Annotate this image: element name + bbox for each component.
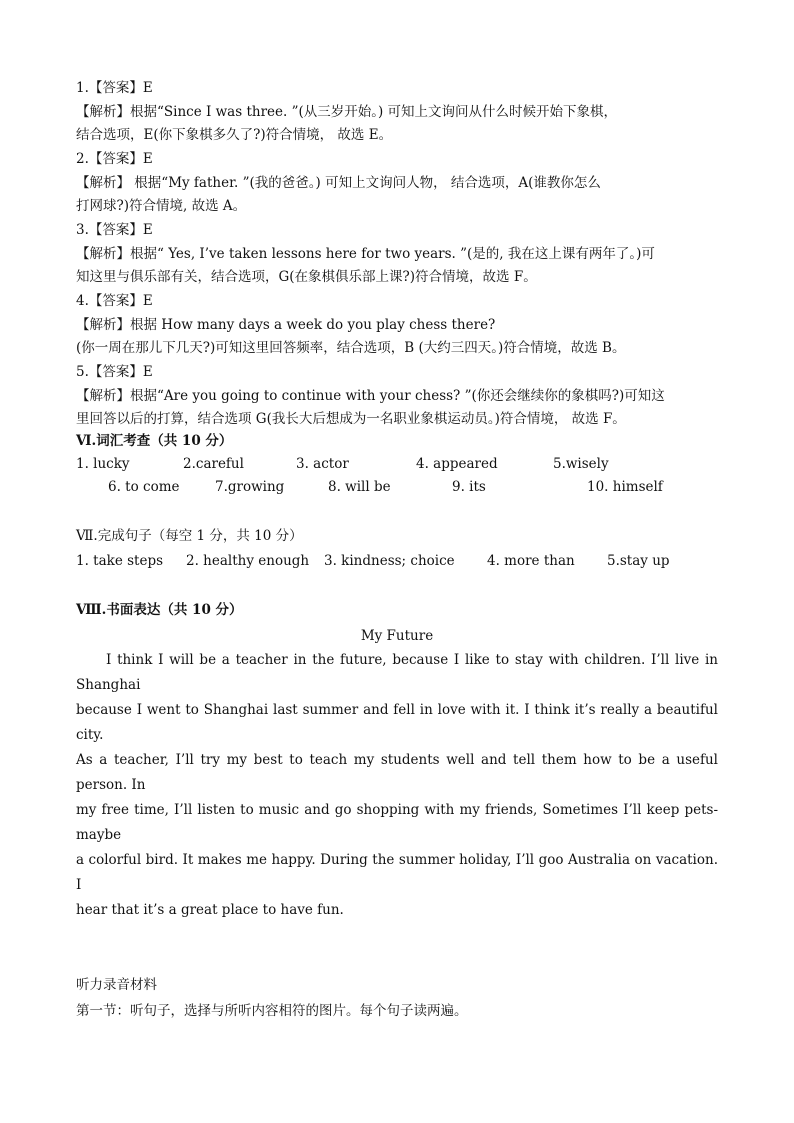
essay-title: My Future (360, 628, 434, 644)
vocab-item: 6. to come (108, 479, 180, 495)
vocab-item: 2.careful (183, 456, 244, 472)
explanation-3-line-1: 【解析】根据“ Yes, I’ve taken lessons here for two years. ”(是的, 我在这上课有两年了。)可 (76, 246, 655, 262)
sentence-item: 5.stay up (607, 553, 670, 569)
sentence-item: 4. more than (487, 553, 575, 569)
essay-line: I think I will be a teacher in the future, because I like to stay with children. I’ll live in Shanghai (76, 652, 718, 693)
answer-3: 3.【答案】E (76, 222, 153, 238)
sentence-item: 3. kindness; choice (324, 553, 455, 569)
essay-line: a colorful bird. It makes me happy. During the summer holiday, I’ll goo Australia on vacation. I (76, 852, 718, 893)
section-6-heading: Ⅵ.词汇考查（共 10 分） (76, 433, 233, 449)
section-7-heading: Ⅶ.完成句子（每空 1 分，共 10 分） (76, 528, 303, 544)
vocab-item: 1. lucky (76, 456, 130, 472)
listening-instruction: 第一节：听句子，选择与所听内容相符的图片。每个句子读两遍。 (76, 1003, 468, 1019)
explanation-2-line-1: 【解析】 根据“My father. ”(我的爸爸。) 可知上文询问人物， 结合选项，A(谁教你怎么 (76, 175, 601, 191)
vocab-item: 7.growing (215, 479, 285, 495)
explanation-4-line-2: (你一周在那儿下几天?)可知这里回答频率，结合选项，B (大约三四天。)符合情境，故选 B。 (76, 340, 626, 356)
answer-4: 4.【答案】E (76, 293, 153, 309)
essay-body (76, 648, 718, 923)
sentence-item: 1. take steps (76, 553, 164, 569)
explanation-3-line-2: 知这里与俱乐部有关，结合选项，G(在象棋俱乐部上课?)符合情境，故选 F。 (76, 269, 537, 285)
section-8-heading: Ⅷ.书面表达（共 10 分） (76, 602, 243, 618)
essay-line: hear that it’s a great place to have fun. (76, 902, 344, 918)
vocab-item: 3. actor (296, 456, 349, 472)
vocab-item: 5.wisely (553, 456, 609, 472)
answer-2: 2.【答案】E (76, 151, 153, 167)
essay-line: As a teacher, I’ll try my best to teach my students well and tell them how to be a useful person. In (76, 752, 718, 793)
explanation-5-line-1: 【解析】根据“Are you going to continue with your chess? ”(你还会继续你的象棋吗?)可知这 (76, 388, 665, 404)
explanation-2-line-2: 打网球?)符合情境, 故选 A。 (76, 198, 247, 214)
sentence-item: 2. healthy enough (186, 553, 310, 569)
essay-line: because I went to Shanghai last summer and fell in love with it. I think it’s really a beautiful city. (76, 702, 718, 743)
vocab-item: 4. appeared (416, 456, 498, 472)
explanation-4-line-1: 【解析】根据 How many days a week do you play chess there? (76, 317, 496, 333)
explanation-1-line-2: 结合选项，E(你下象棋多久了?)符合情境， 故选 E。 (76, 127, 393, 143)
listening-title: 听力录音材料 (76, 977, 157, 993)
answer-1: 1.【答案】E (76, 80, 153, 96)
essay-line: my free time, I’ll listen to music and go shopping with my friends, Sometimes I’ll keep pets-maybe (76, 802, 718, 843)
answer-5: 5.【答案】E (76, 364, 153, 380)
vocab-item: 8. will be (328, 479, 391, 495)
explanation-5-line-2: 里回答以后的打算，结合选项 G(我长大后想成为一名职业象棋运动员。)符合情境， 故选 F。 (76, 411, 626, 427)
vocab-item: 10. himself (587, 479, 663, 495)
explanation-1-line-1: 【解析】根据“Since I was three. ”(从三岁开始。) 可知上文询问从什么时候开始下象棋， (76, 104, 618, 120)
vocab-item: 9. its (452, 479, 486, 495)
